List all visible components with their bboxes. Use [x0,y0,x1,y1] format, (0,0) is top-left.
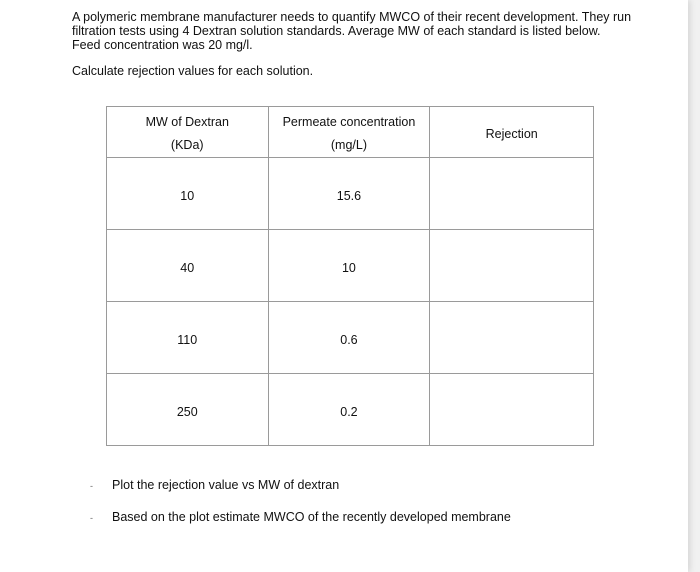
list-item [90,510,511,542]
table-row [107,374,594,446]
header-mw-unit: (KDa) [170,137,204,152]
header-rejection [430,107,594,158]
table-header-row [107,107,594,158]
cell-mw [107,374,269,446]
cell-mw-value: 40 [180,261,195,275]
cell-mw [107,230,269,302]
cell-permeate [268,230,430,302]
question-text: Based on the plot estimate MWCO of the recently developed membrane [112,510,511,524]
cell-permeate [268,302,430,374]
cell-mw-value: 10 [180,189,195,203]
cell-rejection [430,230,594,302]
header-mw [107,107,269,158]
cell-mw-value: 110 [177,333,198,347]
question-text: Plot the rejection value vs MW of dextran [112,478,340,492]
cell-permeate-value: 15.6 [336,189,362,203]
table-row [107,302,594,374]
dextran-table [106,106,594,446]
table-row [107,158,594,230]
task-instruction: Calculate rejection values for each solution. [72,64,314,78]
cell-mw [107,302,269,374]
header-rejection-label: Rejection [485,127,538,141]
list-item [90,478,511,510]
cell-permeate-value: 0.6 [340,333,358,347]
header-permeate-label: Permeate concentration [282,114,416,129]
problem-statement: A polymeric membrane manufacturer needs to quantify MWCO of their recent development. They run filtration tests using 4 Dextran solution standards. Average MW of each standard is listed below. Feed concentration was 20 mg/l. [72,10,632,52]
cell-permeate [268,158,430,230]
cell-permeate-value: 10 [341,261,356,275]
cell-rejection [430,302,594,374]
header-permeate-unit: (mg/L) [330,137,367,152]
cell-permeate [268,374,430,446]
cell-mw [107,158,269,230]
cell-mw-value: 250 [176,405,198,419]
table-row [107,230,594,302]
header-mw-label: MW of Dextran [145,114,229,129]
cell-permeate-value: 0.2 [340,405,358,419]
bullet-dash: - [90,481,93,491]
question-list [90,478,511,542]
cell-rejection [430,374,594,446]
header-permeate [268,107,430,158]
bullet-dash: - [90,513,93,523]
cell-rejection [430,158,594,230]
